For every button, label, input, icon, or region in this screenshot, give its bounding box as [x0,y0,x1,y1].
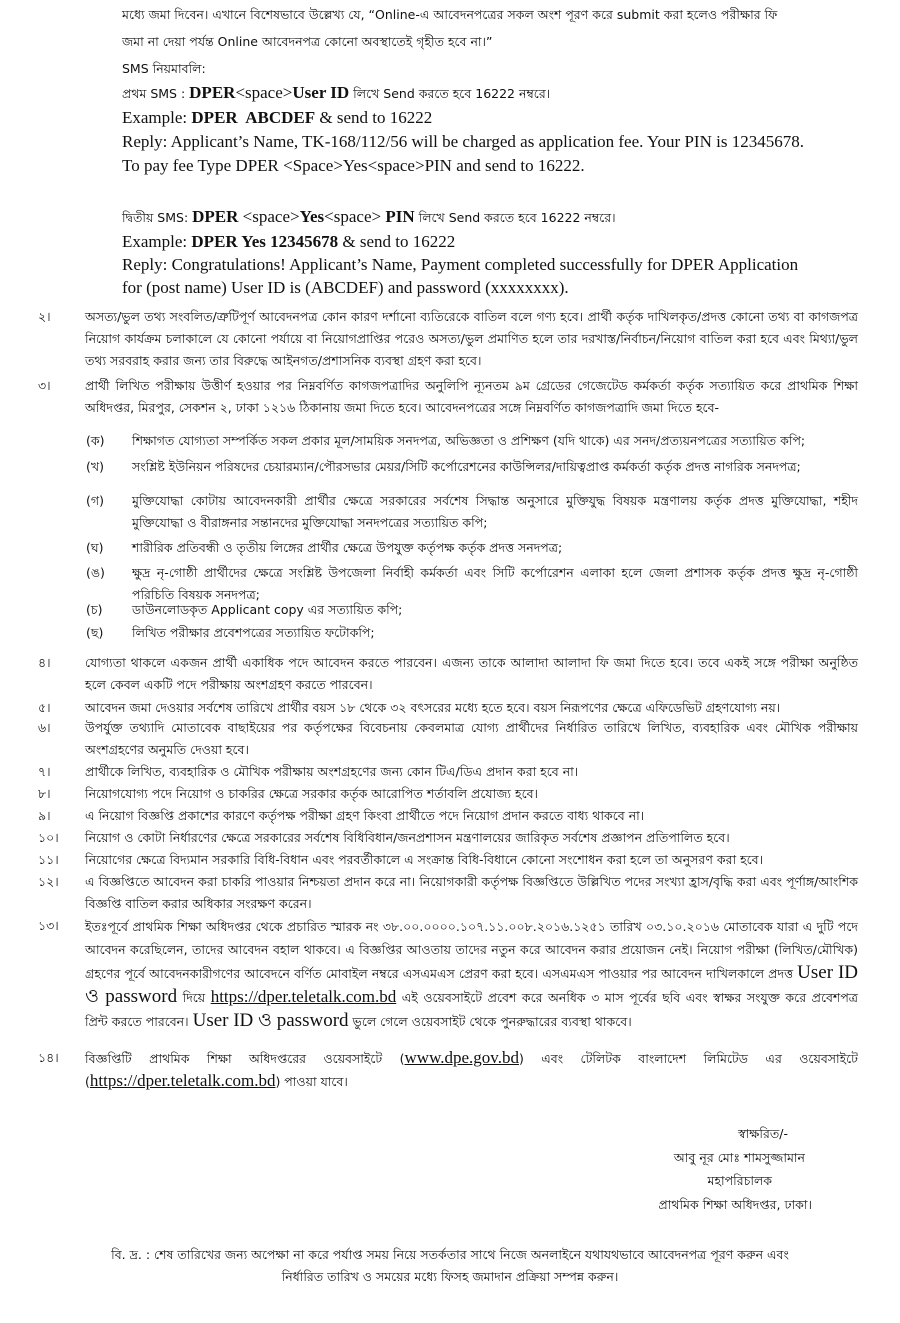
reply-2-line-2: for (post name) User ID is (ABCDEF) and password (xxxxxxxx). [122,278,569,297]
footnote-line-1: বি. দ্র. : শেষ তারিখের জন্য অপেক্ষা না করে পর্যাপ্ত সময় নিয়ে সতর্কতার সাথে নিজে অনলাইনে যথাযথভাবে আবেদনপত্র পূরণ করুন এবং [111,1247,789,1262]
example-1-label: Example: [122,108,192,127]
footnote-line-2: নির্ধারিত তারিখ ও সময়ের মধ্যে ফিসহ জমাদান প্রক্রিয়া সম্পন্ন করুন। [281,1269,619,1284]
second-sms-line [122,206,616,229]
second-sms-pin: PIN [385,207,415,226]
second-sms-yes: Yes [299,207,325,226]
item-text-14 [85,1047,858,1093]
item-text-5: আবেদন জমা দেওয়ার সর্বশেষ তারিখে প্রার্থীর বয়স ১৮ থেকে ৩২ বৎসরের মধ্যে হতে হবে। বয়স নিরূপণের ক্ষেত্রে এফিডেভিট গ্রহণযোগ্য নয়। [85,700,781,715]
item-13-userid-password-2: User ID ও password [192,1010,349,1031]
item-14-part-2: ) এবং টেলিটক বাংলাদেশ লিমিটেড এর ওয়েবসাইটে ( [85,1051,858,1089]
sub-text-ga: মুক্তিযোদ্ধা কোটায় আবেদনকারী প্রার্থীর ক্ষেত্রে সরকারের সর্বশেষ সিদ্ধান্ত অনুসারে মুক্তিযুদ্ধ বিষয়ক মন্ত্রণালয় কর্তৃক প্রদত্ত মুক্তিযোদ্ধা, শহীদ মুক্তিযোদ্ধা ও বীরাঙ্গনার সন্তানদের মুক্তিযোদ্ধা সনদপত্রের সত্যায়িত কপি; [132,493,858,530]
item-text-6: উপর্যুক্ত তথ্যাদি মোতাবেক বাছাইয়ের পর কর্তৃপক্ষের বিবেচনায় কেবলমাত্র যোগ্য প্রার্থীদের নির্ধারিত তারিখে লিখিত, ব্যবহারিক এবং মৌখিক পরীক্ষায় অংশগ্রহণের অনুমতি দেওয়া হবে। [85,720,858,757]
item-number-3: ৩। [38,378,51,393]
signatory-name: আবু নূর মোঃ শামসুজ্জামান [673,1150,805,1165]
sub-label-cha: (চ) [86,602,103,617]
example-1-tail: & send to 16222 [315,108,433,127]
item-13-part-2: দিয়ে [177,990,211,1005]
item-text-11: নিয়োগের ক্ষেত্রে বিদ্যমান সরকারি বিধি-বিধান এবং পরবর্তীকালে এ সংক্রান্ত বিধি-বিধানে কোনো সংশোধন করা হলে তা অনুসরণ করা হবে। [85,852,764,867]
item-text-7: প্রার্থীকে লিখিত, ব্যবহারিক ও মৌখিক পরীক্ষায় অংশগ্রহণের জন্য কোন টিএ/ডিএ প্রদান করা হবে না। [85,764,579,779]
sub-text-cha: ডাউনলোডকৃত Applicant copy এর সত্যায়িত কপি; [132,602,403,617]
first-sms-label: প্রথম SMS : [122,86,190,101]
item-number-13: ১৩। [38,918,59,933]
item-text-13 [85,915,858,1033]
intro-line-2: জমা না দেয়া পর্যন্ত Online আবেদনপত্র কোনো অবস্থাতেই গৃহীত হবে না।” [122,34,493,49]
sms-rules-title: SMS নিয়মাবলি: [122,61,206,76]
item-text-3: প্রার্থী লিখিত পরীক্ষায় উত্তীর্ণ হওয়ার পর নিম্নবর্ণিত কাগজপত্রাদির অনুলিপি ন্যূনতম ৯ম গ্রেডের গেজেটেড কর্মকর্তা কর্তৃক সত্যায়িত করে প্রাথমিক শিক্ষা অধিদপ্তর, মিরপুর, সেকশন ২, ঢাকা ১২১৬ ঠিকানায় জমা দিতে হবে। আবেদনপত্রের সঙ্গে নিম্নবর্ণিত কাগজপত্রাদি জমা দিতে হবে- [85,378,858,415]
item-number-14: ১৪। [38,1050,59,1065]
sub-text-kha: সংশ্লিষ্ট ইউনিয়ন পরিষদের চেয়ারম্যান/পৌরসভার মেয়র/সিটি কর্পোরেশনের কাউন্সিলর/দায়িত্বপ্রাপ্ত কর্মকর্তা কর্তৃক প্রদত্ত নাগরিক সনদপত্র; [132,459,801,474]
intro-line-1: মধ্যে জমা দিবেন। এখানে বিশেষভাবে উল্লেখ্য যে, “Online-এ আবেদনপত্রের সকল অংশ পূরণ করে submit করা হলেও পরীক্ষার ফি [122,7,778,22]
signatory-designation: মহাপরিচালক [707,1173,772,1188]
second-sms-tail: লিখে Send করতে হবে 16222 নম্বরে। [414,210,616,225]
example-1-line [122,107,432,129]
signed-label: স্বাক্ষরিত/- [738,1126,788,1141]
item-13-part-3: এই ওয়েবসাইটে প্রবেশ করে অনধিক ৩ মাস পূর্বের ছবি এবং স্বাক্ষর সংযুক্ত করে প্রবেশপত্র প্রিন্ট করতে পারবেন। [85,990,858,1029]
first-sms-dper: DPER [189,83,236,102]
sub-label-chha: (ছ) [86,625,104,640]
first-sms-space: <space> [235,83,293,102]
item-text-10: নিয়োগ ও কোটা নির্ধারণের ক্ষেত্রে সরকারের সর্বশেষ বিধিবিধান/জনপ্রশাসন মন্ত্রণালয়ের জারিকৃত সর্বশেষ প্রজ্ঞাপন প্রতিপালিত হবে। [85,830,730,845]
item-number-7: ৭। [38,764,51,779]
second-sms-space2: <space> [324,207,386,226]
first-sms-tail: লিখে Send করতে হবে 16222 নম্বরে। [349,86,551,101]
item-text-4: যোগ্যতা থাকলে একজন প্রার্থী একাধিক পদে আবেদন করতে পারবেন। এজন্য তাকে আলাদা আলাদা ফি জমা দিতে হবে। তবে একই সঙ্গে পরীক্ষা অনুষ্ঠিত হলে কেবল একটি পদে পরীক্ষায় অংশগ্রহণ করতে পারবেন। [85,655,858,692]
second-sms-label: দ্বিতীয় SMS: [122,210,193,225]
second-sms-dper: DPER [192,207,239,226]
item-13-part-4: ভুলে গেলে ওয়েবসাইট থেকে পুনরুদ্ধারের ব্যবস্থা থাকবে। [348,1014,632,1029]
item-number-10: ১০। [38,830,59,845]
example-2-tail: & send to 16222 [338,232,456,251]
item-text-8: নিয়োগযোগ্য পদে নিয়োগ ও চাকরির ক্ষেত্রে সরকার কর্তৃক আরোপিত শর্তাবলি প্রযোজ্য হবে। [85,786,539,801]
example-2-label: Example: [122,232,192,251]
example-2-line [122,231,455,253]
first-sms-line [122,82,550,105]
teletalk-link[interactable]: https://dper.teletalk.com.bd [210,987,397,1006]
sub-label-ga: (গ) [86,493,104,508]
sub-text-uma: ক্ষুদ্র নৃ-গোষ্ঠী প্রার্থীদের ক্ষেত্রে সংশ্লিষ্ট উপজেলা নির্বাহী কর্মকর্তা এবং সিটি কর্পোরেশন এলাকা হলে জেলা প্রশাসক কর্তৃক প্রদত্ত ক্ষুদ্র নৃ-গোষ্ঠী পরিচিতি বিষয়ক সনদপত্র; [132,565,858,602]
sub-label-gha: (ঘ) [86,540,104,555]
item-number-4: ৪। [38,655,51,670]
item-text-9: এ নিয়োগ বিজ্ঞপ্তি প্রকাশের কারণে কর্তৃপক্ষ পরীক্ষা গ্রহণ কিংবা প্রার্থীতে পদে নিয়োগ প্রদান করতে বাধ্য থাকবে না। [85,808,645,823]
sub-label-kha: (খ) [86,459,104,474]
reply-1-line-1: Reply: Applicant’s Name, TK-168/112/56 will be charged as application fee. Your PIN is 12345678. [122,132,804,151]
first-sms-userid: User ID [292,83,350,102]
second-sms-space1: <space> [238,207,300,226]
item-number-12: ১২। [38,874,59,889]
item-number-6: ৬। [38,720,51,735]
signatory-office: প্রাথমিক শিক্ষা অধিদপ্তর, ঢাকা। [658,1197,812,1212]
item-number-5: ৫। [38,700,51,715]
example-2-code: DPER Yes 12345678 [191,232,339,251]
item-14-part-1: বিজ্ঞপ্তিটি প্রাথমিক শিক্ষা অধিদপ্তরের ওয়েবসাইটে ( [85,1051,405,1066]
item-number-9: ৯। [38,808,51,823]
dpe-website-link[interactable]: www.dpe.gov.bd [404,1048,519,1067]
item-14-part-3: ) পাওয়া যাবে। [275,1074,348,1089]
reply-1-line-2: To pay fee Type DPER <Space>Yes<space>PIN and send to 16222. [122,156,585,175]
reply-2-line-1: Reply: Congratulations! Applicant’s Name, Payment completed successfully for DPER Application [122,255,799,274]
item-number-2: ২। [38,309,51,324]
example-1-code: DPER ABCDEF [191,108,316,127]
sub-text-chha: লিখিত পরীক্ষার প্রবেশপত্রের সত্যায়িত ফটোকপি; [132,625,375,640]
item-number-8: ৮। [38,786,51,801]
item-text-2: অসত্য/ভুল তথ্য সংবলিত/ত্রুটিপূর্ণ আবেদনপত্র কোন কারণ দর্শানো ব্যতিরেকে বাতিল বলে গণ্য হবে। প্রার্থী কর্তৃক দাখিলকৃত/প্রদত্ত কোনো তথ্য বা কাগজপত্র নিয়োগ কার্যক্রম চলাকালে যে কোনো পর্যায়ে বা নিয়োগপ্রাপ্তির পরেও অসত্য/ভুল প্রমাণিত হলে তার দরখাস্ত/নির্বাচন/নিয়োগ বাতিল করা হবে এবং মিথ্যা/ভুল তথ্য সরবরাহ করার জন্য তার বিরুদ্ধে আইনগত/প্রশাসনিক ব্যবস্থা গ্রহণ করা হবে। [85,309,858,368]
item-number-11: ১১। [38,852,59,867]
item-13-part-1: ইতঃপূর্বে প্রাথমিক শিক্ষা অধিদপ্তর থেকে প্রচারিত স্মারক নং ৩৮.০০.০০০০.১০৭.১১.০০৮.২০১৬.১২৫১ তারিখ ০৩.১০.২০১৬ মোতাবেক যারা এ দুটি পদে আবেদন করেছিলেন, তাদের আবেদন বহাল থাকবে। এ বিজ্ঞপ্তির আওতায় তাদের নতুন করে আবেদন করার প্রয়োজন নেই। নিয়োগ পরীক্ষা (লিখিত/মৌখিক) গ্রহণের পূর্বে আবেদনকারীগণের আবেদনে বর্ণিত মোবাইল নম্বরে এসএমএস প্রেরণ করা হবে। এসএমএস পাওয়ার পর আবেদন দাখিলকালে প্রদত্ত [85,919,858,981]
teletalk-link-2[interactable]: https://dper.teletalk.com.bd [89,1071,276,1090]
sub-label-uma: (ঙ) [86,565,105,580]
sub-text-gha: শারীরিক প্রতিবন্ধী ও তৃতীয় লিঙ্গের প্রার্থীর ক্ষেত্রে উপযুক্ত কর্তৃপক্ষ কর্তৃক প্রদত্ত সনদপত্র; [132,540,563,555]
sub-label-ka: (ক) [86,433,105,448]
sub-text-ka: শিক্ষাগত যোগ্যতা সম্পর্কিত সকল প্রকার মূল/সাময়িক সনদপত্র, অভিজ্ঞতা ও প্রশিক্ষণ (যদি থাকে) এর সনদ/প্রত্যয়নপত্রের সত্যায়িত কপি; [132,433,806,448]
item-13-userid-password: User ID ও password [85,962,858,1007]
item-text-12: এ বিজ্ঞপ্তিতে আবেদন করা চাকরি পাওয়ার নিশ্চয়তা প্রদান করে না। নিয়োগকারী কর্তৃপক্ষ বিজ্ঞপ্তিতে উল্লিখিত পদের সংখ্যা হ্রাস/বৃদ্ধি করা এবং পূর্ণাঙ্গ/আংশিক বিজ্ঞপ্তি বাতিল করার অধিকার সংরক্ষণ করেন। [85,874,858,911]
